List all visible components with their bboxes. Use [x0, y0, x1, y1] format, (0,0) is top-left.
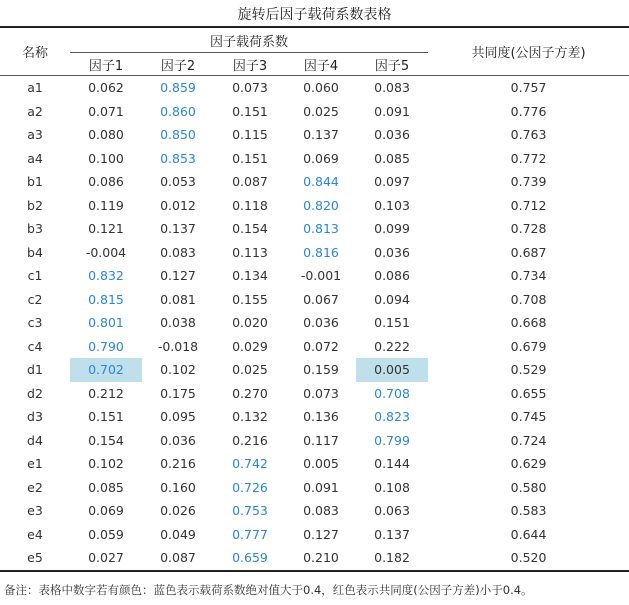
factor-1-value-cell: 0.085 [88, 479, 124, 495]
table-row [0, 288, 629, 312]
row-name-cell: b1 [27, 174, 43, 190]
factor-1-value-cell: -0.004 [85, 244, 127, 260]
table-row [0, 241, 629, 265]
row-name-cell: a1 [27, 80, 43, 96]
table-row [0, 382, 629, 406]
table-footnote: 备注：表格中数字若有颜色：蓝色表示载荷系数绝对值大于0.4，红色表示共同度(公因子方差)小于0.4。 [4, 583, 533, 597]
factor-3-value-cell: 0.151 [232, 150, 268, 166]
row-name-cell: b2 [27, 197, 43, 213]
factor-5-value-cell: 0.708 [374, 385, 410, 401]
factor-1-value-cell: 0.086 [88, 174, 124, 190]
factor-5-value-cell: 0.094 [374, 291, 410, 307]
factor-4-value-cell: 0.816 [303, 244, 339, 260]
factor-3-value-cell: 0.029 [232, 338, 268, 354]
table-row [0, 100, 629, 124]
row-name-cell: e1 [27, 456, 43, 472]
communality-value-cell: 0.655 [510, 385, 547, 401]
table-row [0, 405, 629, 429]
factor-1-value-cell: 0.801 [88, 315, 124, 331]
factor-2-value-cell: 0.083 [160, 244, 196, 260]
table-row [0, 217, 629, 241]
factor-1-value-cell: 0.059 [88, 526, 124, 542]
communality-value-cell: 0.529 [510, 362, 547, 378]
table-row [0, 123, 629, 147]
factor-3-header: 因子3 [214, 53, 286, 76]
factor-4-value-cell: -0.001 [300, 268, 342, 284]
factor-5-value-cell: 0.036 [374, 244, 410, 260]
factor-5-value-cell: 0.036 [374, 127, 410, 143]
communality-value-cell: 0.712 [510, 197, 547, 213]
factor-5-value-cell: 0.137 [374, 526, 410, 542]
factor-3-value-cell: 0.118 [232, 197, 268, 213]
factor-4-value-cell: 0.069 [303, 150, 339, 166]
row-name-cell: c1 [27, 268, 43, 284]
factor-1-value-cell: 0.815 [88, 291, 124, 307]
table-row [0, 546, 629, 571]
factor-3-value-cell: 0.753 [232, 503, 268, 519]
communality-value-cell: 0.679 [510, 338, 547, 354]
factor-2-value-cell: 0.102 [160, 362, 196, 378]
factor-2-value-cell: 0.137 [160, 221, 196, 237]
factor-5-value-cell: 0.144 [374, 456, 410, 472]
row-name-cell: c3 [27, 315, 43, 331]
factor-4-value-cell: 0.005 [303, 456, 339, 472]
factor-2-value-cell: 0.087 [142, 546, 214, 571]
communality-value-cell: 0.739 [510, 174, 547, 190]
factor-1-value-cell: 0.062 [88, 80, 124, 96]
factor-3-value-cell: 0.025 [232, 362, 268, 378]
factor-5-value-cell: 0.799 [374, 432, 410, 448]
factor-2-header: 因子2 [142, 53, 214, 76]
row-name-cell: b4 [27, 244, 43, 260]
factor-3-value-cell: 0.659 [214, 546, 286, 571]
table-row [0, 523, 629, 547]
factor-4-value-cell: 0.117 [303, 432, 339, 448]
factor-3-value-cell: 0.113 [232, 244, 268, 260]
table-row [0, 147, 629, 171]
factor-5-value-cell: 0.083 [374, 80, 410, 96]
factor-2-value-cell: 0.038 [160, 315, 196, 331]
row-name-cell: e2 [27, 479, 43, 495]
factor-3-value-cell: 0.087 [232, 174, 268, 190]
table-row [0, 76, 629, 100]
factor-2-value-cell: -0.018 [157, 338, 199, 354]
factor-1-value-cell: 0.080 [88, 127, 124, 143]
factor-4-value-cell: 0.067 [303, 291, 339, 307]
communality-value-cell: 0.708 [510, 291, 547, 307]
factor-2-value-cell: 0.012 [160, 197, 196, 213]
factor-3-value-cell: 0.270 [232, 385, 268, 401]
factor-4-value-cell: 0.060 [303, 80, 339, 96]
factor-5-value-cell: 0.085 [374, 150, 410, 166]
factor-4-value-cell: 0.820 [303, 197, 339, 213]
table-body [0, 76, 629, 571]
communality-value-cell: 0.772 [510, 150, 547, 166]
factor-5-value-cell: 0.182 [356, 546, 428, 571]
factor-3-value-cell: 0.020 [232, 315, 268, 331]
table-row [0, 476, 629, 500]
table-row [0, 499, 629, 523]
row-name-cell: d1 [27, 362, 43, 378]
factor-2-value-cell: 0.859 [160, 80, 196, 96]
factor-5-value-cell: 0.151 [374, 315, 410, 331]
factor-1-value-cell: 0.151 [88, 409, 124, 425]
factor-1-value-cell: 0.154 [88, 432, 124, 448]
factor-2-value-cell: 0.081 [160, 291, 196, 307]
factor-4-value-cell: 0.036 [303, 315, 339, 331]
factor-5-value-cell: 0.103 [374, 197, 410, 213]
factor-5-value-cell: 0.005 [356, 358, 428, 382]
factor-4-value-cell: 0.159 [303, 362, 339, 378]
table-row [0, 194, 629, 218]
factor-5-value-cell: 0.097 [374, 174, 410, 190]
communality-value-cell: 0.763 [510, 127, 547, 143]
factor-2-value-cell: 0.216 [160, 456, 196, 472]
factor-2-value-cell: 0.160 [160, 479, 196, 495]
factor-1-value-cell: 0.119 [88, 197, 124, 213]
factor-3-value-cell: 0.134 [232, 268, 268, 284]
table-row [0, 335, 629, 359]
communality-column-header: 共同度(公因子方差) [428, 27, 629, 76]
row-name-cell: a2 [27, 103, 43, 119]
communality-value-cell: 0.745 [510, 409, 547, 425]
factor-2-value-cell: 0.095 [160, 409, 196, 425]
factor-3-value-cell: 0.777 [232, 526, 268, 542]
factor-4-header: 因子4 [286, 53, 356, 76]
row-name-cell: d3 [27, 409, 43, 425]
factor-1-value-cell: 0.027 [70, 546, 142, 571]
table-row [0, 429, 629, 453]
name-column-header: 名称 [0, 27, 70, 76]
factor-1-value-cell: 0.121 [88, 221, 124, 237]
factor-3-value-cell: 0.115 [232, 127, 268, 143]
factor-2-value-cell: 0.026 [160, 503, 196, 519]
row-name-cell: e4 [27, 526, 43, 542]
row-name-cell: c2 [27, 291, 43, 307]
factor-5-value-cell: 0.063 [374, 503, 410, 519]
row-name-cell: b3 [27, 221, 43, 237]
factor-5-value-cell: 0.086 [374, 268, 410, 284]
factor-1-value-cell: 0.790 [88, 338, 124, 354]
factor-5-value-cell: 0.099 [374, 221, 410, 237]
factor-5-value-cell: 0.823 [374, 409, 410, 425]
factor-1-header: 因子1 [70, 53, 142, 76]
factor-3-value-cell: 0.742 [232, 456, 268, 472]
factor-4-value-cell: 0.136 [303, 409, 339, 425]
factor-2-value-cell: 0.049 [160, 526, 196, 542]
factor-loading-table [0, 26, 629, 572]
row-name-cell: d4 [27, 432, 43, 448]
factor-5-header: 因子5 [356, 53, 428, 76]
factor-3-value-cell: 0.151 [232, 103, 268, 119]
factor-4-value-cell: 0.083 [303, 503, 339, 519]
communality-value-cell: 0.757 [510, 80, 547, 96]
factor-3-value-cell: 0.726 [232, 479, 268, 495]
factor-4-value-cell: 0.073 [303, 385, 339, 401]
row-name-cell: d2 [27, 385, 43, 401]
factor-4-value-cell: 0.025 [303, 103, 339, 119]
table-header [0, 27, 629, 76]
table-row [0, 452, 629, 476]
factor-3-value-cell: 0.216 [232, 432, 268, 448]
factor-1-value-cell: 0.102 [88, 456, 124, 472]
factor-1-value-cell: 0.071 [88, 103, 124, 119]
factor-2-value-cell: 0.175 [160, 385, 196, 401]
factor-5-value-cell: 0.108 [374, 479, 410, 495]
table-row [0, 170, 629, 194]
factor-3-value-cell: 0.073 [232, 80, 268, 96]
factor-3-value-cell: 0.132 [232, 409, 268, 425]
communality-value-cell: 0.776 [510, 103, 547, 119]
factor-1-value-cell: 0.069 [88, 503, 124, 519]
table-row [0, 311, 629, 335]
row-name-cell: e5 [0, 546, 70, 571]
factor-1-value-cell: 0.702 [70, 358, 142, 382]
communality-value-cell: 0.520 [428, 546, 629, 571]
communality-value-cell: 0.687 [510, 244, 547, 260]
factor-3-value-cell: 0.154 [232, 221, 268, 237]
row-name-cell: e3 [27, 503, 43, 519]
table-title: 旋转后因子载荷系数表格 [237, 7, 392, 23]
factor-4-value-cell: 0.091 [303, 479, 339, 495]
factor-2-value-cell: 0.053 [160, 174, 196, 190]
factor-1-value-cell: 0.212 [88, 385, 124, 401]
row-name-cell: a4 [27, 150, 43, 166]
communality-value-cell: 0.728 [510, 221, 547, 237]
factor-5-value-cell: 0.091 [374, 103, 410, 119]
factor-5-value-cell: 0.222 [374, 338, 410, 354]
factor-loading-group-header: 因子载荷系数 [70, 27, 428, 53]
factor-3-value-cell: 0.155 [232, 291, 268, 307]
factor-2-value-cell: 0.850 [160, 127, 196, 143]
communality-value-cell: 0.644 [510, 526, 547, 542]
row-name-cell: a3 [27, 127, 43, 143]
factor-4-value-cell: 0.210 [286, 546, 356, 571]
communality-value-cell: 0.734 [510, 268, 547, 284]
row-name-cell: c4 [27, 338, 43, 354]
factor-1-value-cell: 0.832 [88, 268, 124, 284]
factor-2-value-cell: 0.860 [160, 103, 196, 119]
communality-value-cell: 0.580 [510, 479, 547, 495]
factor-2-value-cell: 0.127 [160, 268, 196, 284]
factor-2-value-cell: 0.853 [160, 150, 196, 166]
communality-value-cell: 0.668 [510, 315, 547, 331]
factor-4-value-cell: 0.844 [303, 174, 339, 190]
communality-value-cell: 0.629 [510, 456, 547, 472]
communality-value-cell: 0.583 [510, 503, 547, 519]
factor-4-value-cell: 0.137 [303, 127, 339, 143]
table-row [0, 358, 629, 382]
factor-4-value-cell: 0.813 [303, 221, 339, 237]
factor-2-value-cell: 0.036 [160, 432, 196, 448]
factor-1-value-cell: 0.100 [88, 150, 124, 166]
table-row [0, 264, 629, 288]
factor-4-value-cell: 0.127 [303, 526, 339, 542]
factor-4-value-cell: 0.072 [303, 338, 339, 354]
communality-value-cell: 0.724 [510, 432, 547, 448]
